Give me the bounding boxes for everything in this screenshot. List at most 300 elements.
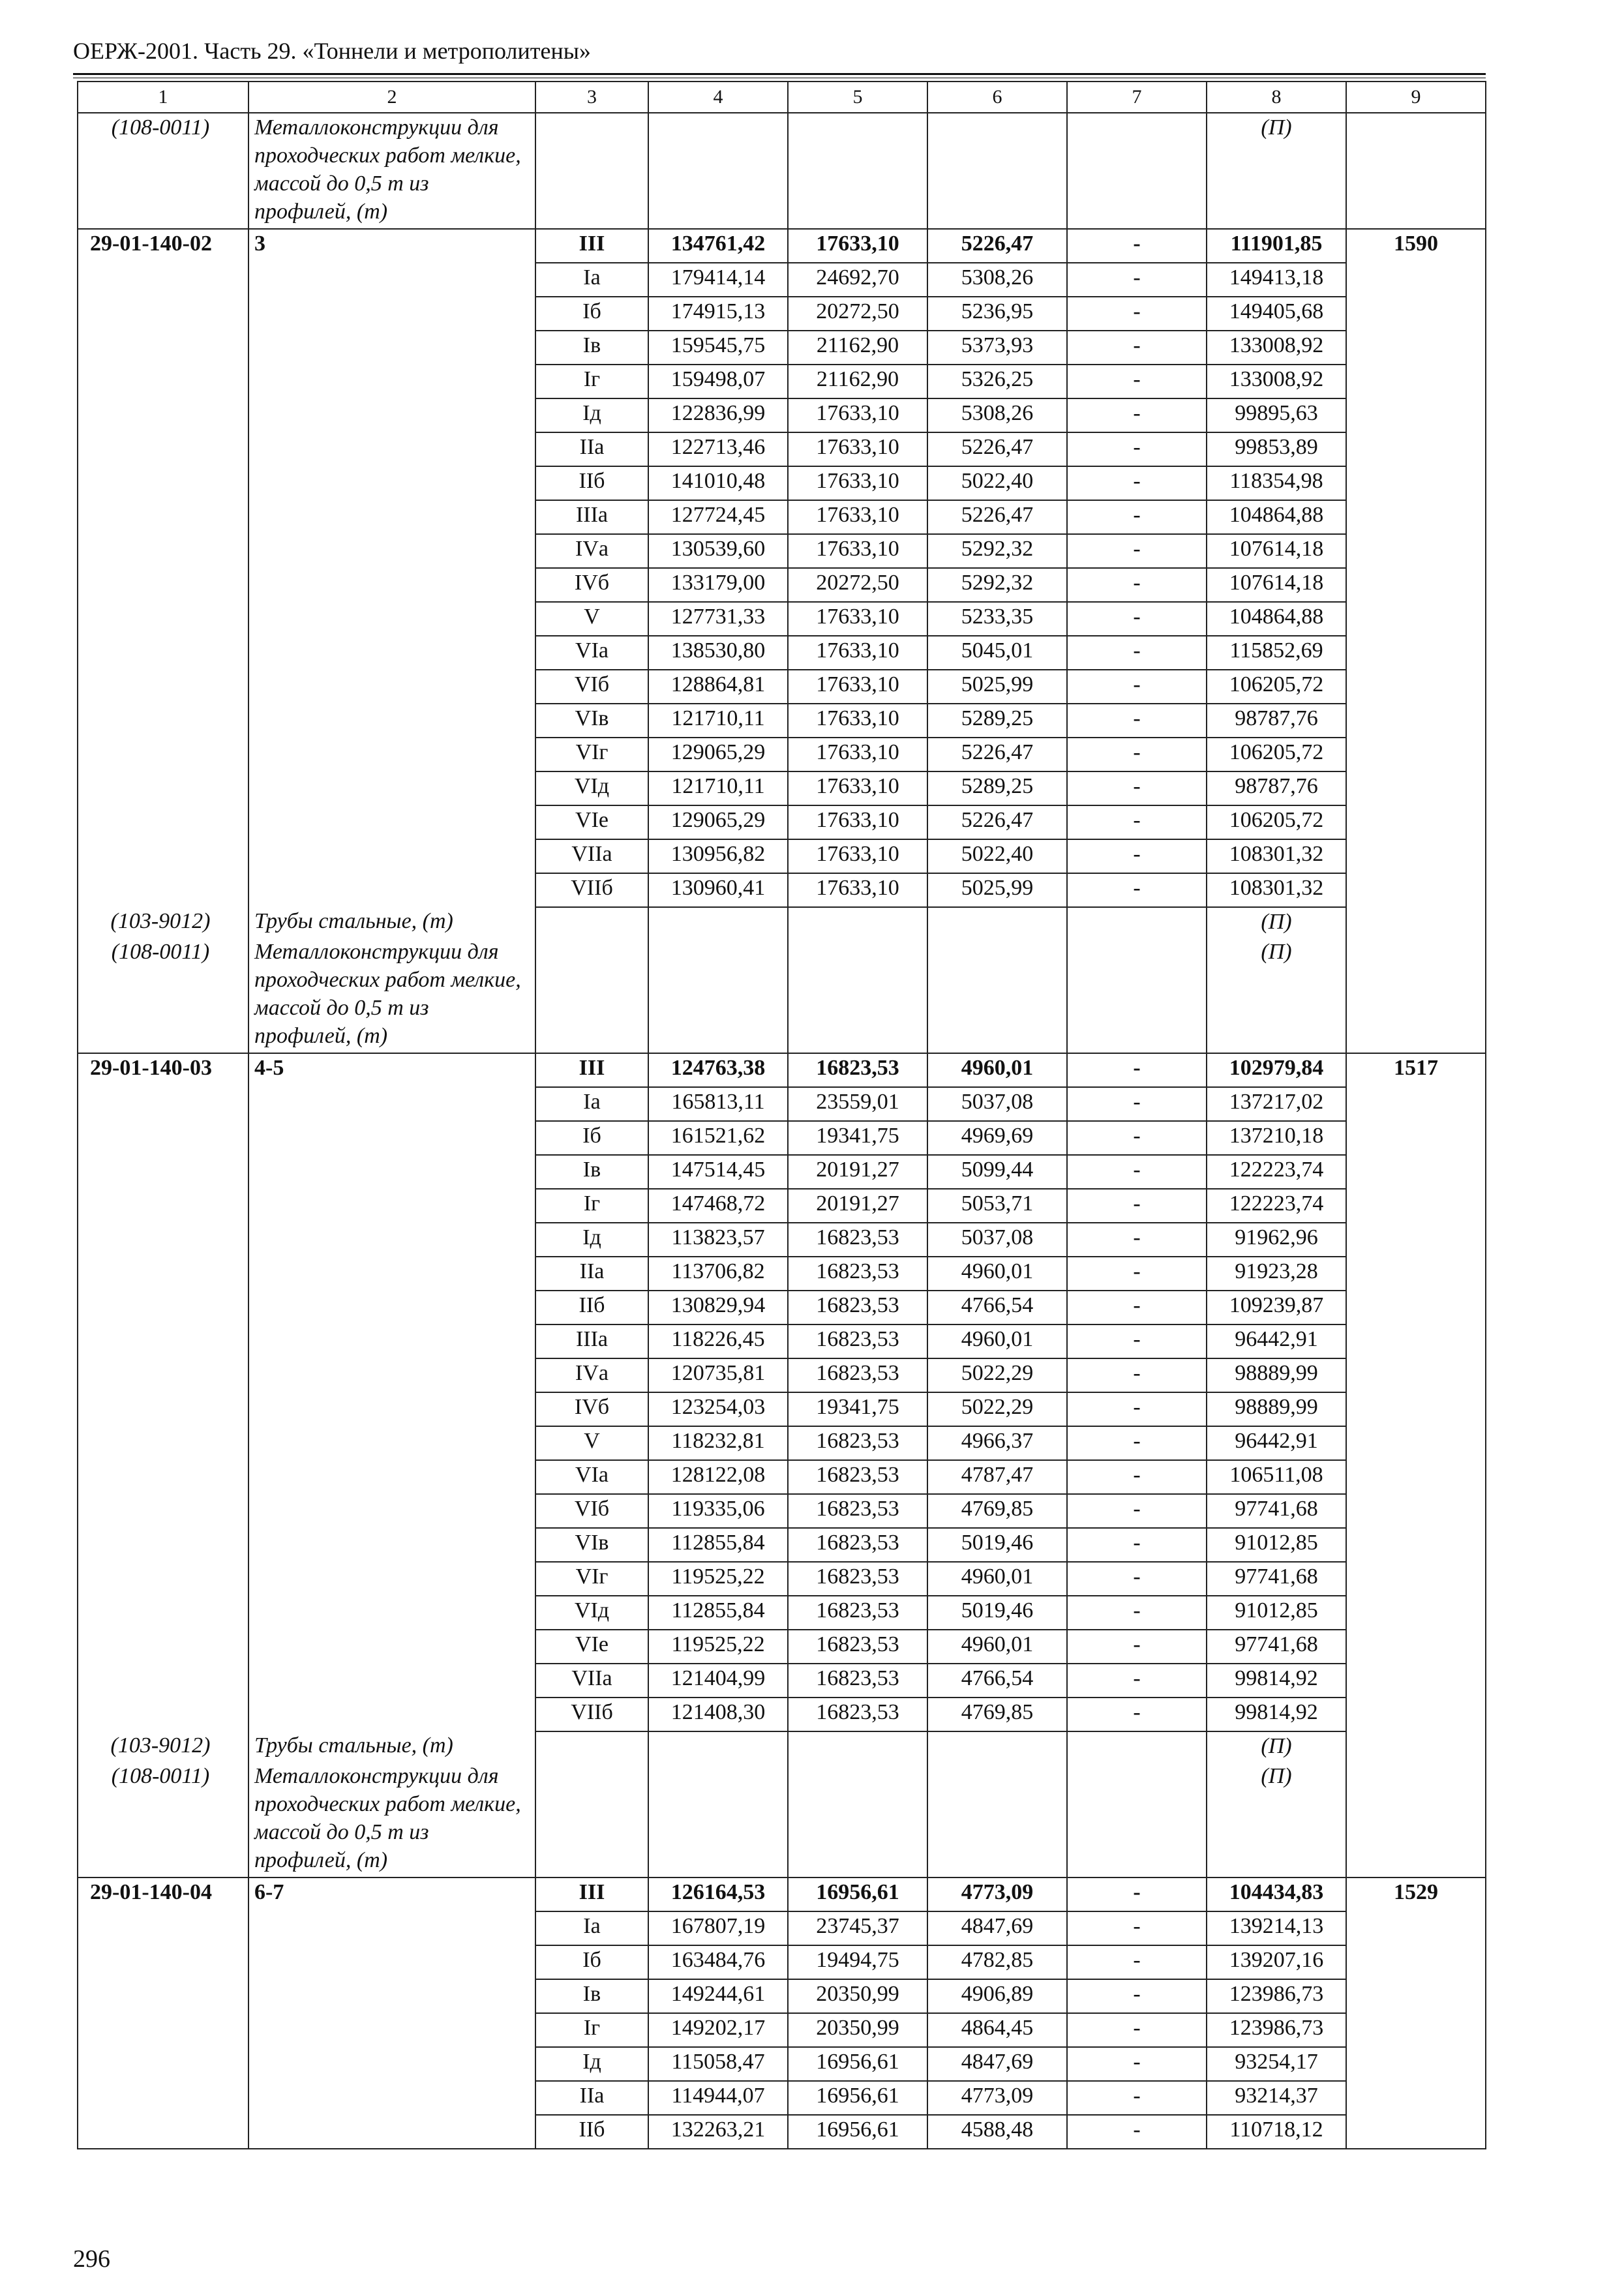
machine-cost: 4847,69 [927,2047,1067,2081]
empty-cell [248,2047,535,2081]
empty-cell [248,1087,535,1121]
materials-cost: 122223,74 [1207,1155,1346,1189]
labor-cost: 19341,75 [788,1121,927,1155]
total-cost: 130829,94 [648,1291,788,1324]
resource-unit: (П) [1207,1762,1346,1878]
empty-cell [78,1189,248,1223]
machinist-wage: - [1067,1698,1207,1731]
empty-cell [1346,1562,1486,1596]
empty-cell [1346,1494,1486,1528]
empty-cell [248,602,535,636]
machine-cost: 4966,37 [927,1426,1067,1460]
machinist-wage: - [1067,297,1207,331]
rate-row [78,1664,1486,1698]
zone-code: Iд [535,398,648,432]
total-cost: 112855,84 [648,1528,788,1562]
machinist-wage: - [1067,1291,1207,1324]
rate-row [78,1155,1486,1189]
empty-cell [78,704,248,738]
labor-cost: 16956,61 [788,2047,927,2081]
machinist-wage: - [1067,2115,1207,2149]
resource-note-row [78,907,1486,938]
empty-cell [78,1392,248,1426]
total-cost: 119525,22 [648,1630,788,1664]
empty-cell [1346,873,1486,907]
zone-code: Iв [535,1979,648,2013]
zone-code: IIа [535,432,648,466]
rate-row [78,297,1486,331]
materials-cost: 91012,85 [1207,1528,1346,1562]
labor-cost: 17633,10 [788,534,927,568]
empty-cell [1346,1945,1486,1979]
zone-code: IIIа [535,1324,648,1358]
zone-code: Iг [535,365,648,398]
zone-code: VIIб [535,1698,648,1731]
rate-row [78,229,1486,263]
empty-cell [78,331,248,365]
labor-cost: 17633,10 [788,398,927,432]
zone-code: IVа [535,534,648,568]
empty-cell [1346,1324,1486,1358]
empty-cell [248,263,535,297]
empty-cell [1067,1762,1207,1878]
machinist-wage: - [1067,636,1207,670]
labor-cost: 21162,90 [788,365,927,398]
materials-cost: 118354,98 [1207,466,1346,500]
labor-cost: 19341,75 [788,1392,927,1426]
empty-cell [535,113,648,229]
labor-cost: 23559,01 [788,1087,927,1121]
empty-cell [78,1979,248,2013]
machine-cost: 5308,26 [927,398,1067,432]
zone-code: VIIа [535,1664,648,1698]
empty-cell [248,1189,535,1223]
empty-cell [1067,113,1207,229]
machine-cost: 5236,95 [927,297,1067,331]
empty-cell [248,771,535,805]
empty-cell [1346,704,1486,738]
machine-cost: 4769,85 [927,1698,1067,1731]
labor-cost: 17633,10 [788,805,927,839]
rate-row [78,1087,1486,1121]
zone-code: VIг [535,738,648,771]
materials-cost: 107614,18 [1207,568,1346,602]
rate-row [78,331,1486,365]
machinist-wage: - [1067,1528,1207,1562]
rate-row [78,500,1486,534]
machinist-wage: - [1067,1426,1207,1460]
column-number-cell: 2 [248,82,535,113]
empty-cell [78,1596,248,1630]
machine-cost: 5022,40 [927,466,1067,500]
rate-row [78,432,1486,466]
rate-row [78,1358,1486,1392]
labor-cost: 16823,53 [788,1324,927,1358]
machine-cost: 5226,47 [927,229,1067,263]
empty-cell [78,1291,248,1324]
total-cost: 121710,11 [648,771,788,805]
labor-cost: 17633,10 [788,873,927,907]
materials-cost: 99853,89 [1207,432,1346,466]
resource-code: (108-0011) [78,1762,248,1878]
empty-cell [1346,1426,1486,1460]
empty-cell [78,2081,248,2115]
machine-cost: 5226,47 [927,805,1067,839]
resource-unit: (П) [1207,113,1346,229]
machine-cost: 5022,40 [927,839,1067,873]
empty-cell [78,534,248,568]
empty-cell [1346,907,1486,938]
total-cost: 119335,06 [648,1494,788,1528]
empty-cell [248,398,535,432]
machine-cost: 5045,01 [927,636,1067,670]
materials-cost: 99814,92 [1207,1664,1346,1698]
machinist-wage: - [1067,1324,1207,1358]
labor-cost: 16823,53 [788,1053,927,1087]
empty-cell [248,1324,535,1358]
empty-cell [78,1528,248,1562]
materials-cost: 107614,18 [1207,534,1346,568]
zone-code: VIIб [535,873,648,907]
labor-cost: 16823,53 [788,1426,927,1460]
zone-code: V [535,1426,648,1460]
empty-cell [1346,602,1486,636]
column-number-cell: 3 [535,82,648,113]
machine-cost: 5226,47 [927,432,1067,466]
machine-cost: 5022,29 [927,1392,1067,1426]
empty-cell [1346,1460,1486,1494]
zone-code: Iб [535,297,648,331]
empty-cell [248,466,535,500]
machine-cost: 5308,26 [927,263,1067,297]
empty-cell [78,1257,248,1291]
labor-cost: 20191,27 [788,1189,927,1223]
machinist-wage: - [1067,2047,1207,2081]
empty-cell [927,1762,1067,1878]
resource-code: (108-0011) [78,938,248,1053]
machine-cost: 5025,99 [927,670,1067,704]
zone-code: VIд [535,771,648,805]
zone-code: VIа [535,636,648,670]
labor-cost: 16956,61 [788,2081,927,2115]
machinist-wage: - [1067,1664,1207,1698]
labor-cost: 17633,10 [788,670,927,704]
resource-code: (103-9012) [78,907,248,938]
empty-cell [927,938,1067,1053]
materials-cost: 137210,18 [1207,1121,1346,1155]
empty-cell [1346,805,1486,839]
rate-code: 29-01-140-03 [78,1053,248,1087]
empty-cell [248,1945,535,1979]
total-cost: 161521,62 [648,1121,788,1155]
materials-cost: 149405,68 [1207,297,1346,331]
empty-cell [1346,1528,1486,1562]
total-cost: 129065,29 [648,738,788,771]
rate-row [78,1698,1486,1731]
zone-code: III [535,1878,648,1911]
labor-cost: 17633,10 [788,771,927,805]
empty-cell [78,2047,248,2081]
total-cost: 147514,45 [648,1155,788,1189]
empty-cell [1346,670,1486,704]
zone-code: Iа [535,263,648,297]
empty-cell [248,839,535,873]
empty-cell [535,938,648,1053]
empty-cell [78,398,248,432]
empty-cell [78,1087,248,1121]
machinist-wage: - [1067,1358,1207,1392]
machine-cost: 4766,54 [927,1664,1067,1698]
column-number-cell: 8 [1207,82,1346,113]
labor-cost: 16823,53 [788,1630,927,1664]
total-cost: 167807,19 [648,1911,788,1945]
materials-cost: 98787,76 [1207,704,1346,738]
empty-cell [248,432,535,466]
machinist-wage: - [1067,1878,1207,1911]
empty-cell [248,1911,535,1945]
machinist-wage: - [1067,1257,1207,1291]
empty-cell [248,2013,535,2047]
empty-cell [1067,1731,1207,1762]
labor-cost: 16823,53 [788,1528,927,1562]
empty-cell [78,1664,248,1698]
materials-cost: 99814,92 [1207,1698,1346,1731]
machine-cost: 4864,45 [927,2013,1067,2047]
rate-row [78,1291,1486,1324]
materials-cost: 96442,91 [1207,1324,1346,1358]
machinist-wage: - [1067,1155,1207,1189]
empty-cell [248,2115,535,2149]
labor-hours: 1517 [1346,1053,1486,1087]
rate-row [78,670,1486,704]
total-cost: 122836,99 [648,398,788,432]
labor-cost: 16823,53 [788,1596,927,1630]
machine-cost: 5289,25 [927,704,1067,738]
empty-cell [248,670,535,704]
empty-cell [1346,113,1486,229]
header-rule-thick [73,73,1486,75]
machine-cost: 5292,32 [927,534,1067,568]
empty-cell [1346,771,1486,805]
empty-cell [535,1731,648,1762]
empty-cell [648,1731,788,1762]
machine-cost: 5053,71 [927,1189,1067,1223]
labor-cost: 17633,10 [788,738,927,771]
resource-name: Трубы стальные, (т) [248,1731,535,1762]
empty-cell [535,907,648,938]
zone-code: IVб [535,568,648,602]
rate-row [78,466,1486,500]
labor-cost: 20272,50 [788,568,927,602]
empty-cell [78,2115,248,2149]
zone-code: Iа [535,1911,648,1945]
empty-cell [248,500,535,534]
empty-cell [78,1630,248,1664]
materials-cost: 108301,32 [1207,839,1346,873]
machine-cost: 4960,01 [927,1562,1067,1596]
price-table [77,81,1486,2149]
empty-cell [78,1945,248,1979]
rate-row [78,398,1486,432]
materials-cost: 123986,73 [1207,1979,1346,2013]
materials-cost: 106511,08 [1207,1460,1346,1494]
empty-cell [1346,1596,1486,1630]
rate-row [78,568,1486,602]
total-cost: 174915,13 [648,297,788,331]
empty-cell [78,1324,248,1358]
materials-cost: 115852,69 [1207,636,1346,670]
total-cost: 113823,57 [648,1223,788,1257]
empty-cell [1346,1630,1486,1664]
labor-cost: 16956,61 [788,2115,927,2149]
materials-cost: 93254,17 [1207,2047,1346,2081]
zone-code: Iд [535,1223,648,1257]
empty-cell [1346,1731,1486,1762]
total-cost: 134761,42 [648,229,788,263]
total-cost: 165813,11 [648,1087,788,1121]
zone-code: IVа [535,1358,648,1392]
empty-cell [1346,1762,1486,1878]
materials-cost: 104864,88 [1207,500,1346,534]
machine-cost: 4787,47 [927,1460,1067,1494]
empty-cell [648,907,788,938]
empty-cell [78,839,248,873]
materials-cost: 133008,92 [1207,365,1346,398]
machinist-wage: - [1067,1630,1207,1664]
zone-code: Iд [535,2047,648,2081]
column-number-cell: 7 [1067,82,1207,113]
materials-cost: 111901,85 [1207,229,1346,263]
rate-category: 4-5 [248,1053,535,1087]
total-cost: 128122,08 [648,1460,788,1494]
zone-code: IIа [535,1257,648,1291]
rate-row [78,1053,1486,1087]
labor-cost: 16823,53 [788,1460,927,1494]
rate-row [78,365,1486,398]
total-cost: 147468,72 [648,1189,788,1223]
zone-code: VIе [535,805,648,839]
materials-cost: 106205,72 [1207,738,1346,771]
empty-cell [1346,1911,1486,1945]
empty-cell [927,1731,1067,1762]
total-cost: 122713,46 [648,432,788,466]
empty-cell [1346,500,1486,534]
labor-cost: 17633,10 [788,839,927,873]
total-cost: 129065,29 [648,805,788,839]
zone-code: Iб [535,1121,648,1155]
empty-cell [1346,1257,1486,1291]
empty-cell [1346,636,1486,670]
empty-cell [788,938,927,1053]
rate-row [78,839,1486,873]
machine-cost: 4769,85 [927,1494,1067,1528]
empty-cell [248,1562,535,1596]
rate-category: 3 [248,229,535,263]
total-cost: 120735,81 [648,1358,788,1392]
empty-cell [248,1426,535,1460]
labor-cost: 17633,10 [788,704,927,738]
empty-cell [248,297,535,331]
materials-cost: 137217,02 [1207,1087,1346,1121]
machine-cost: 5326,25 [927,365,1067,398]
empty-cell [248,1358,535,1392]
total-cost: 159545,75 [648,331,788,365]
rate-code: 29-01-140-04 [78,1878,248,1911]
empty-cell [1346,534,1486,568]
machinist-wage: - [1067,500,1207,534]
empty-cell [1346,1358,1486,1392]
total-cost: 138530,80 [648,636,788,670]
rate-row [78,1121,1486,1155]
empty-cell [927,907,1067,938]
zone-code: VIа [535,1460,648,1494]
empty-cell [78,1698,248,1731]
empty-cell [78,432,248,466]
total-cost: 141010,48 [648,466,788,500]
machinist-wage: - [1067,398,1207,432]
labor-cost: 16823,53 [788,1494,927,1528]
machine-cost: 4960,01 [927,1053,1067,1087]
resource-unit: (П) [1207,907,1346,938]
rate-row [78,534,1486,568]
empty-cell [535,1762,648,1878]
materials-cost: 122223,74 [1207,1189,1346,1223]
zone-code: Iг [535,1189,648,1223]
zone-code: IIб [535,2115,648,2149]
materials-cost: 96442,91 [1207,1426,1346,1460]
empty-cell [1346,2081,1486,2115]
machinist-wage: - [1067,1087,1207,1121]
machinist-wage: - [1067,1392,1207,1426]
machinist-wage: - [1067,738,1207,771]
column-number-row [78,82,1486,113]
empty-cell [78,2013,248,2047]
machinist-wage: - [1067,1121,1207,1155]
page-number: 296 [73,2245,110,2273]
total-cost: 149202,17 [648,2013,788,2047]
labor-cost: 20191,27 [788,1155,927,1189]
empty-cell [248,1596,535,1630]
empty-cell [248,1630,535,1664]
zone-code: IIб [535,466,648,500]
materials-cost: 133008,92 [1207,331,1346,365]
materials-cost: 97741,68 [1207,1562,1346,1596]
empty-cell [1346,331,1486,365]
labor-cost: 17633,10 [788,229,927,263]
labor-cost: 16956,61 [788,1878,927,1911]
empty-cell [78,1121,248,1155]
column-number-cell: 6 [927,82,1067,113]
total-cost: 130539,60 [648,534,788,568]
machinist-wage: - [1067,365,1207,398]
column-number-cell: 9 [1346,82,1486,113]
total-cost: 124763,38 [648,1053,788,1087]
machine-cost: 4847,69 [927,1911,1067,1945]
machinist-wage: - [1067,263,1207,297]
zone-code: VIг [535,1562,648,1596]
zone-code: IIIа [535,500,648,534]
machine-cost: 4969,69 [927,1121,1067,1155]
empty-cell [248,534,535,568]
empty-cell [78,500,248,534]
empty-cell [1346,1979,1486,2013]
zone-code: Iг [535,2013,648,2047]
table-body [78,82,1486,2149]
machinist-wage: - [1067,331,1207,365]
machinist-wage: - [1067,1911,1207,1945]
total-cost: 132263,21 [648,2115,788,2149]
empty-cell [78,805,248,839]
